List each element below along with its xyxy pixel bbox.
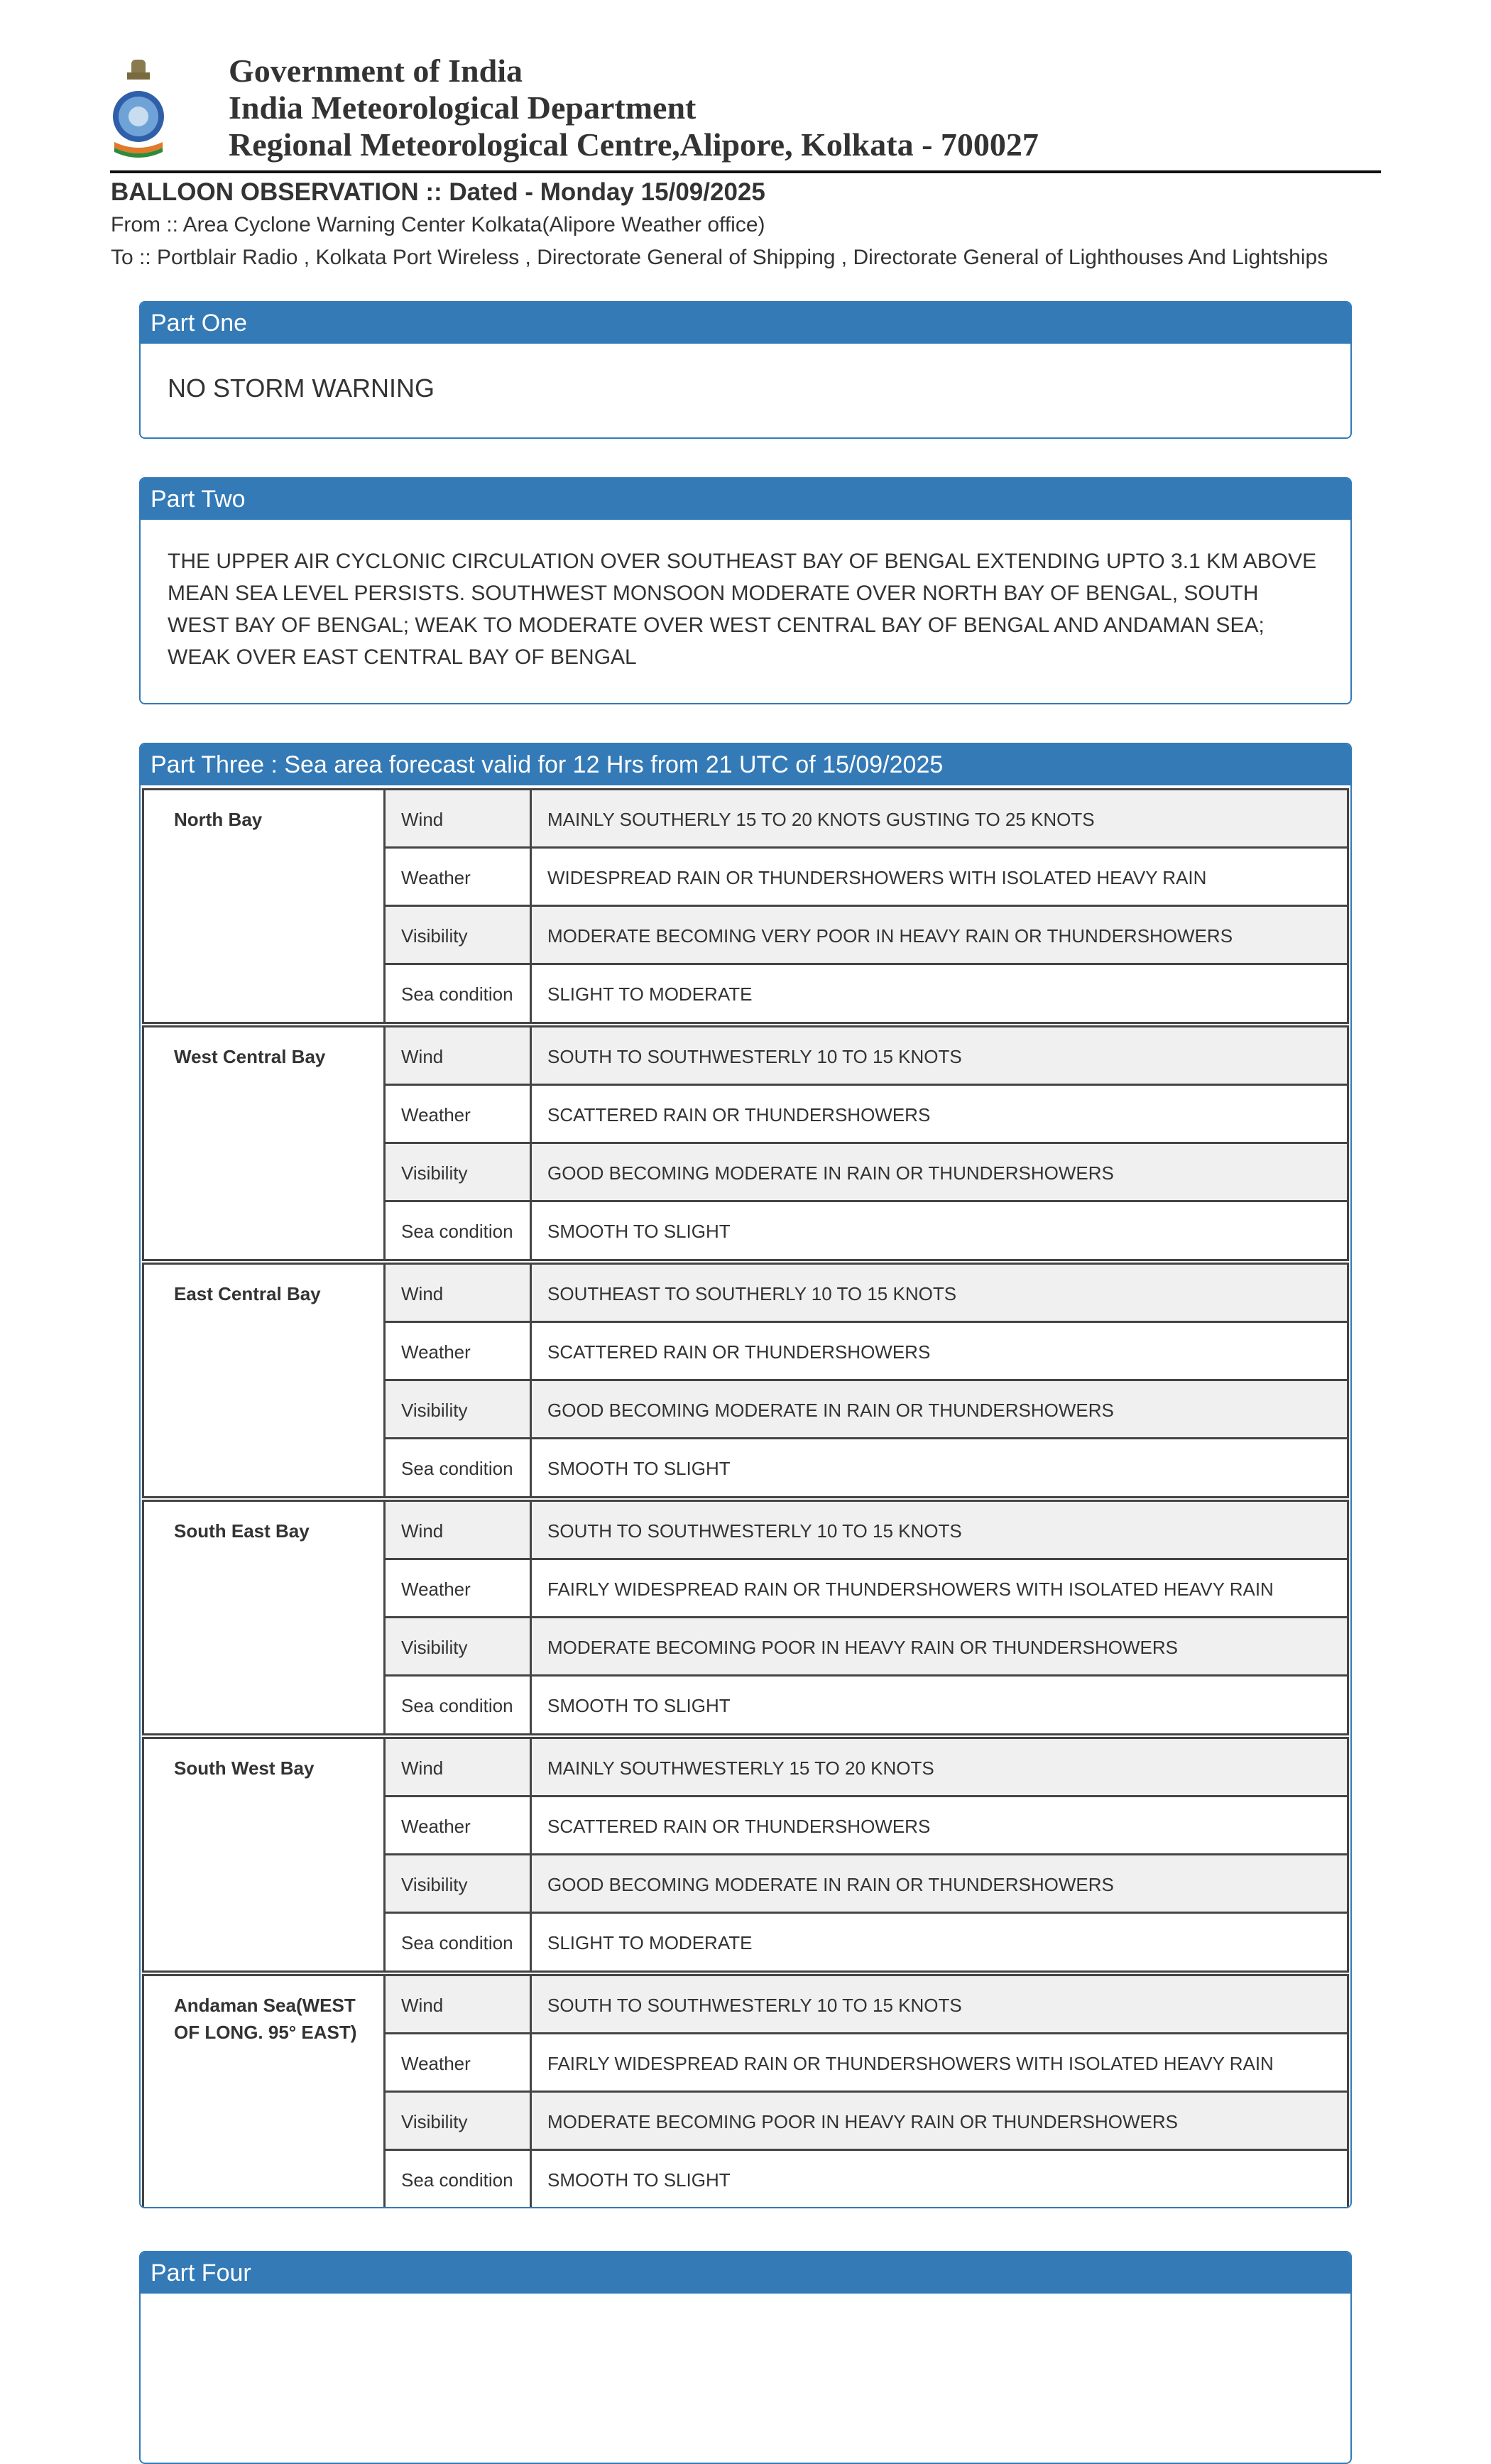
bulletin-title: BALLOON OBSERVATION :: Dated - Monday 15/09/2025 [111, 178, 765, 206]
field-label: Weather [386, 1560, 532, 1616]
table-row [386, 1202, 1347, 1260]
field-label: Weather [386, 849, 532, 905]
field-value: SLIGHT TO MODERATE [547, 983, 753, 1005]
part-four-title: Part Four [141, 2252, 1350, 2294]
sea-area-east-central-bay [142, 1263, 1349, 1498]
field-label: Visibility [386, 2093, 532, 2149]
field-value: SCATTERED RAIN OR THUNDERSHOWERS [547, 1341, 931, 1363]
field-label: Visibility [386, 1855, 532, 1912]
field-label: Wind [386, 1027, 532, 1084]
part-one-text: NO STORM WARNING [168, 374, 435, 403]
table-row [386, 2093, 1347, 2151]
field-value: FAIRLY WIDESPREAD RAIN OR THUNDERSHOWERS WITH ISOLATED HEAVY RAIN [547, 2053, 1274, 2074]
bulletin-meta [111, 176, 1446, 274]
table-row [386, 1618, 1347, 1677]
table-row [386, 1739, 1347, 1797]
table-row [386, 1502, 1347, 1560]
field-value: SOUTH TO SOUTHWESTERLY 10 TO 15 KNOTS [547, 1046, 962, 1067]
table-row [386, 849, 1347, 907]
field-value: GOOD BECOMING MODERATE IN RAIN OR THUNDERSHOWERS [547, 1162, 1114, 1184]
bulletin-to: To :: Portblair Radio , Kolkata Port Wireless , Directorate General of Shipping , Directorate General of Lighthouses And Lightships [111, 246, 1328, 269]
table-row [386, 790, 1347, 849]
area-name: West Central Bay [144, 1027, 386, 1259]
part-three-title: Part Three : Sea area forecast valid for 12 Hrs from 21 UTC of 15/09/2025 [141, 744, 1350, 785]
table-row [386, 1323, 1347, 1381]
field-label: Visibility [386, 1381, 532, 1437]
field-value: SMOOTH TO SLIGHT [547, 1695, 731, 1716]
org-line-3: Regional Meteorological Centre,Alipore, Kolkata - 700027 [229, 126, 1039, 163]
sea-area-forecast-table [142, 788, 1349, 2208]
area-name: South West Bay [144, 1739, 386, 1970]
field-label: Sea condition [386, 965, 532, 1023]
bulletin-from: From :: Area Cyclone Warning Center Kolkata(Alipore Weather office) [111, 213, 765, 236]
field-label: Weather [386, 1086, 532, 1142]
part-two-text: THE UPPER AIR CYCLONIC CIRCULATION OVER SOUTHEAST BAY OF BENGAL EXTENDING UPTO 3.1 KM ABOVE MEAN SEA LEVEL PERSISTS. SOUTHWEST MONSOON MODERATE OVER NORTH BAY OF BENGAL, SOUTH WEST BAY OF BENGAL; WEAK TO MODERATE OVER WEST CENTRAL BAY OF BENGAL AND ANDAMAN SEA; WEAK OVER EAST CENTRAL BAY OF BENGAL [168, 550, 1317, 669]
field-value: SMOOTH TO SLIGHT [547, 1458, 731, 1479]
part-two-panel [139, 477, 1352, 704]
sea-area-south-east-bay [142, 1500, 1349, 1735]
table-row [386, 965, 1347, 1023]
sea-area-north-bay [142, 788, 1349, 1024]
sea-area-andaman-sea [142, 1974, 1349, 2208]
table-row [386, 1797, 1347, 1855]
table-row [386, 1381, 1347, 1439]
field-value: MODERATE BECOMING VERY POOR IN HEAVY RAIN OR THUNDERSHOWERS [547, 925, 1233, 947]
table-row [386, 1439, 1347, 1498]
part-two-title: Part Two [141, 479, 1350, 520]
page-header [106, 50, 1384, 170]
field-value: SCATTERED RAIN OR THUNDERSHOWERS [547, 1104, 931, 1125]
sea-area-south-west-bay [142, 1737, 1349, 1973]
field-value: SMOOTH TO SLIGHT [547, 2169, 731, 2191]
table-row [386, 907, 1347, 965]
part-one-panel [139, 301, 1352, 439]
table-row [386, 2151, 1347, 2208]
org-line-2: India Meteorological Department [229, 89, 697, 126]
part-one-title: Part One [141, 302, 1350, 344]
part-three-panel [139, 743, 1352, 2208]
header-divider [110, 170, 1381, 173]
field-value: SOUTH TO SOUTHWESTERLY 10 TO 15 KNOTS [547, 1520, 962, 1542]
org-line-1: Government of India [229, 53, 523, 89]
field-label: Wind [386, 1502, 532, 1558]
table-row [386, 1976, 1347, 2034]
area-name: South East Bay [144, 1502, 386, 1733]
area-name: East Central Bay [144, 1265, 386, 1496]
field-value: MAINLY SOUTHWESTERLY 15 TO 20 KNOTS [547, 1757, 934, 1779]
field-value: SOUTHEAST TO SOUTHERLY 10 TO 15 KNOTS [547, 1283, 957, 1304]
field-label: Wind [386, 1976, 532, 2032]
field-label: Visibility [386, 1144, 532, 1200]
part-four-panel [139, 2251, 1352, 2464]
field-label: Sea condition [386, 1439, 532, 1498]
table-row [386, 1560, 1347, 1618]
field-label: Wind [386, 1739, 532, 1795]
area-name: North Bay [144, 790, 386, 1022]
field-label: Sea condition [386, 1202, 532, 1260]
field-value: GOOD BECOMING MODERATE IN RAIN OR THUNDERSHOWERS [547, 1400, 1114, 1421]
table-row [386, 1677, 1347, 1735]
sea-area-west-central-bay [142, 1025, 1349, 1261]
table-row [386, 1086, 1347, 1144]
field-label: Sea condition [386, 1677, 532, 1735]
field-value: FAIRLY WIDESPREAD RAIN OR THUNDERSHOWERS WITH ISOLATED HEAVY RAIN [547, 1579, 1274, 1600]
field-label: Weather [386, 2034, 532, 2090]
table-row [386, 1265, 1347, 1323]
table-row [386, 2034, 1347, 2093]
area-name: Andaman Sea(WEST OF LONG. 95° EAST) [144, 1976, 386, 2208]
field-label: Visibility [386, 1618, 532, 1674]
table-row [386, 1855, 1347, 1914]
field-value: MODERATE BECOMING POOR IN HEAVY RAIN OR THUNDERSHOWERS [547, 1637, 1178, 1658]
field-label: Wind [386, 1265, 532, 1321]
imd-emblem-icon [110, 58, 167, 158]
field-label: Wind [386, 790, 532, 846]
field-label: Sea condition [386, 2151, 532, 2208]
table-row [386, 1144, 1347, 1202]
table-row [386, 1027, 1347, 1086]
field-value: MAINLY SOUTHERLY 15 TO 20 KNOTS GUSTING TO 25 KNOTS [547, 809, 1095, 830]
field-label: Weather [386, 1323, 532, 1379]
table-row [386, 1914, 1347, 1972]
field-label: Visibility [386, 907, 532, 963]
field-label: Sea condition [386, 1914, 532, 1972]
field-value: SMOOTH TO SLIGHT [547, 1221, 731, 1242]
field-value: GOOD BECOMING MODERATE IN RAIN OR THUNDERSHOWERS [547, 1874, 1114, 1895]
field-label: Weather [386, 1797, 532, 1853]
organization-name [229, 53, 1039, 163]
field-value: SLIGHT TO MODERATE [547, 1932, 753, 1953]
field-value: SCATTERED RAIN OR THUNDERSHOWERS [547, 1816, 931, 1837]
field-value: SOUTH TO SOUTHWESTERLY 10 TO 15 KNOTS [547, 1995, 962, 2016]
field-value: WIDESPREAD RAIN OR THUNDERSHOWERS WITH ISOLATED HEAVY RAIN [547, 867, 1207, 888]
field-value: MODERATE BECOMING POOR IN HEAVY RAIN OR THUNDERSHOWERS [547, 2111, 1178, 2132]
